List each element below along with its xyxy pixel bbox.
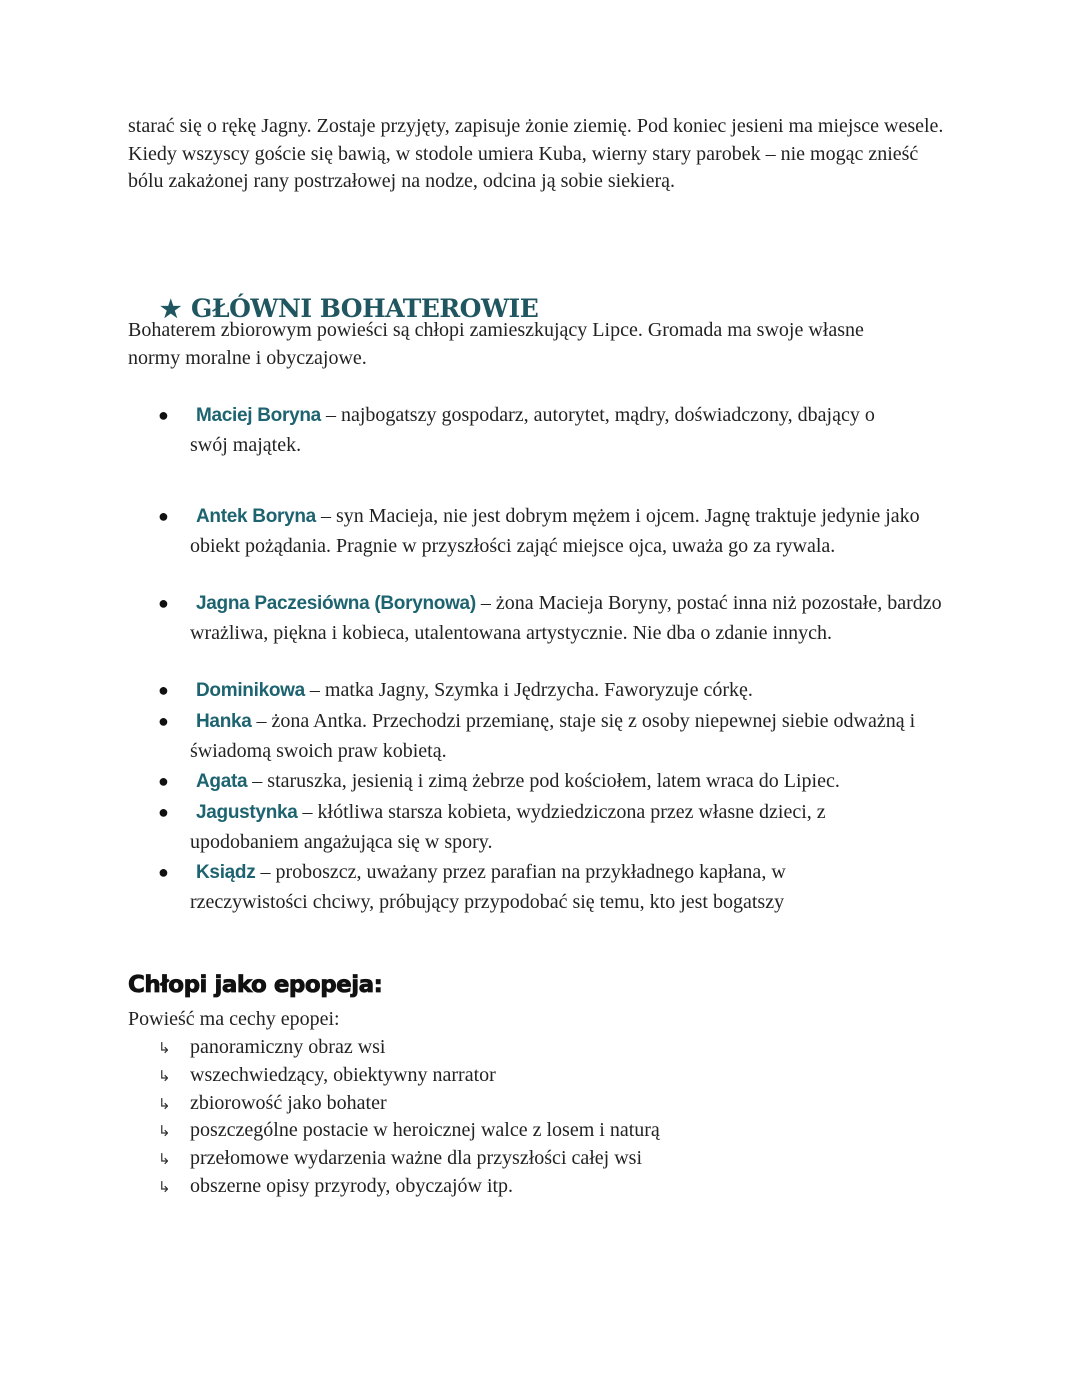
character-item	[158, 707, 930, 765]
epopeja-feature	[158, 1117, 660, 1145]
epopeja-heading: Chłopi jako epopeja:	[128, 972, 383, 998]
epopeja-feature	[158, 1034, 386, 1062]
character-item	[158, 589, 950, 647]
bullet-icon: ●	[158, 506, 169, 526]
bullet-icon: ●	[158, 405, 169, 425]
character-name: Antek Boryna	[196, 506, 316, 527]
arrow-icon: ↳	[158, 1180, 171, 1196]
bullet-icon: ●	[158, 802, 169, 822]
feature-text: przełomowe wydarzenia ważne dla przyszłości całej wsi	[190, 1147, 643, 1170]
character-item	[158, 401, 890, 459]
character-item	[158, 502, 950, 560]
bullet-icon: ●	[158, 593, 169, 613]
character-name: Ksiądz	[196, 862, 256, 883]
character-name: Agata	[196, 771, 248, 792]
intro-paragraph: starać się o rękę Jagny. Zostaje przyjęty, zapisuje żonie ziemię. Pod koniec jesieni ma miejsce wesele. Kiedy wszyscy goście się bawią, w stodole umiera Kuba, wierny stary parobek – nie mogąc znieść bólu zakażonej rany postrzałowej na nodze, odcina ją sobie siekierą.	[128, 115, 944, 192]
character-name: Maciej Boryna	[196, 405, 321, 426]
arrow-icon: ↳	[158, 1041, 171, 1057]
epopeja-intro: Powieść ma cechy epopei:	[128, 1008, 340, 1030]
character-name: Jagna Paczesiówna (Borynowa)	[196, 593, 476, 614]
character-item	[158, 676, 950, 706]
bullet-icon: ●	[158, 862, 169, 882]
star-icon: ★	[160, 294, 182, 323]
arrow-icon: ↳	[158, 1124, 171, 1141]
bullet-icon: ●	[158, 771, 169, 791]
feature-text: wszechwiedzący, obiektywny narrator	[190, 1063, 496, 1086]
character-item	[158, 767, 960, 797]
character-description: – proboszcz, uważany przez parafian na przykładnego kapłana, w rzeczywistości chciwy, próbujący przypodobać się temu, kto jest bogatszy	[190, 861, 786, 913]
bullet-icon: ●	[158, 711, 169, 731]
character-name: Hanka	[196, 711, 252, 732]
character-description: – żona Macieja Boryny, postać inna niż pozostałe, bardzo wrażliwa, piękna i kobieca, utalentowana artystycznie. Nie dba o zdanie innych.	[190, 592, 942, 644]
character-description: – matka Jagny, Szymka i Jędrzycha. Faworyzuje córkę.	[304, 679, 753, 701]
epopeja-feature	[158, 1090, 387, 1118]
epopeja-feature	[158, 1173, 514, 1201]
feature-text: zbiorowość jako bohater	[190, 1091, 387, 1114]
character-description: – syn Macieja, nie jest dobrym mężem i ojcem. Jagnę traktuje jedynie jako obiekt pożądania. Pragnie w przyszłości zająć miejsce ojca, uważa go za rywala.	[190, 505, 920, 557]
character-item	[158, 858, 890, 916]
characters-title: GŁÓWNI BOHATEROWIE	[191, 294, 539, 323]
epopeja-feature	[158, 1062, 496, 1090]
epopeja-feature	[158, 1145, 643, 1173]
character-item	[158, 798, 920, 856]
character-description: – najbogatszy gospodarz, autorytet, mądry, doświadczony, dbający o swój majątek.	[190, 404, 875, 456]
feature-text: poszczególne postacie w heroicznej walce z losem i naturą	[190, 1119, 660, 1142]
character-description: – staruszka, jesienią i zimą żebrze pod kościołem, latem wraca do Lipiec.	[247, 770, 840, 792]
arrow-icon: ↳	[158, 1068, 171, 1085]
character-name: Dominikowa	[196, 680, 305, 701]
characters-intro: Bohaterem zbiorowym powieści są chłopi zamieszkujący Lipce. Gromada ma swoje własne normy moralne i obyczajowe.	[128, 319, 864, 369]
feature-text: obszerne opisy przyrody, obyczajów itp.	[190, 1175, 514, 1197]
character-name: Jagustynka	[196, 802, 298, 823]
arrow-icon: ↳	[158, 1152, 171, 1169]
bullet-icon: ●	[158, 680, 169, 700]
character-description: – kłótliwa starsza kobieta, wydziedziczona przez własne dzieci, z upodobaniem angażująca się w spory.	[190, 801, 826, 853]
feature-text: panoramiczny obraz wsi	[190, 1036, 386, 1058]
arrow-icon: ↳	[158, 1096, 171, 1113]
character-description: – żona Antka. Przechodzi przemianę, staje się z osoby niepewnej siebie odważną i świadomą swoich praw kobietą.	[190, 710, 916, 762]
